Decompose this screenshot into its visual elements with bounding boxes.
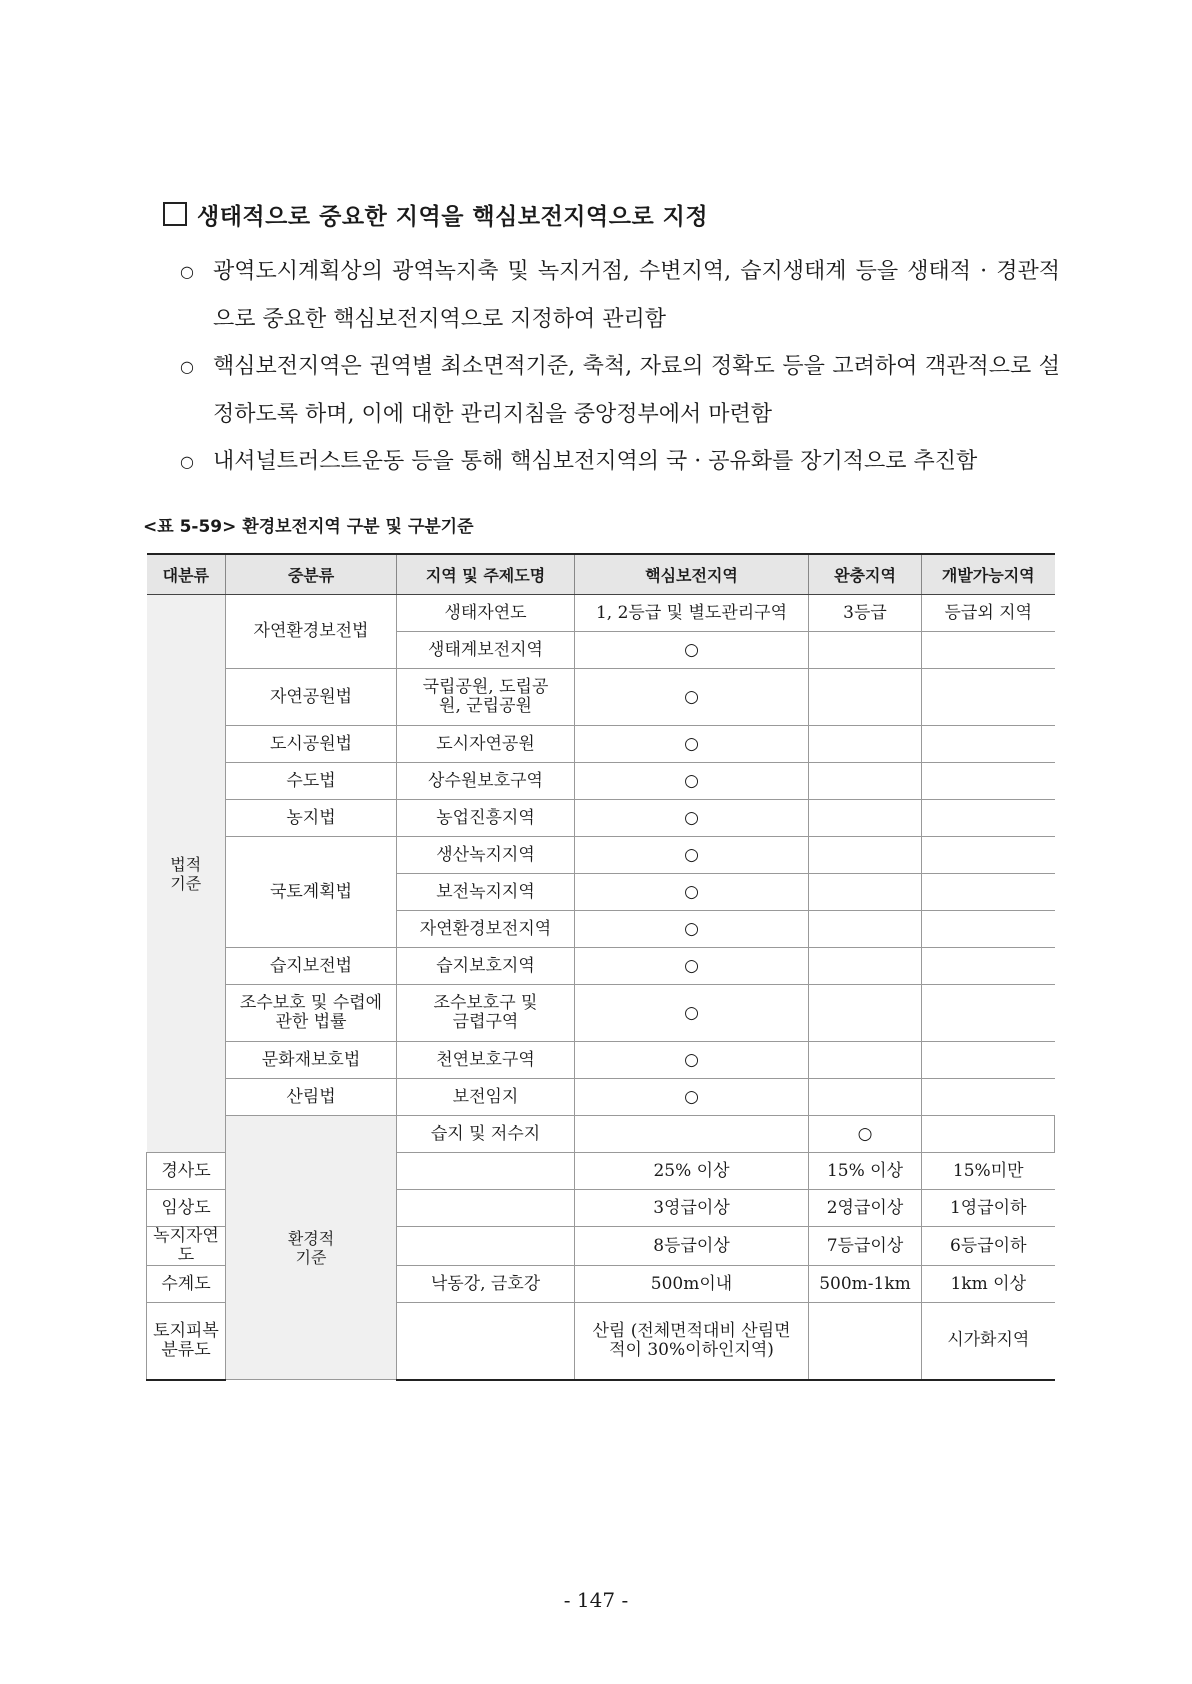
core-cell: ○ (575, 800, 809, 837)
dev-cell (922, 985, 1055, 1042)
mid-cell: 자연환경보전법 (226, 595, 397, 669)
dev-cell: 1영급이하 (922, 1190, 1055, 1227)
core-cell: ○ (575, 911, 809, 948)
core-cell: ○ (575, 948, 809, 985)
mid-cell: 임상도 (147, 1190, 226, 1227)
region-cell (397, 1303, 575, 1380)
core-cell: ○ (575, 669, 809, 726)
region-cell (575, 1116, 809, 1153)
core-cell: ○ (575, 985, 809, 1042)
core-cell: ○ (575, 1079, 809, 1116)
buffer-cell (809, 985, 922, 1042)
circle-bullet-icon: ○ (180, 262, 194, 281)
dev-cell (922, 837, 1055, 874)
mid-cell (226, 985, 397, 1042)
core-cell: ○ (575, 874, 809, 911)
core-cell: ○ (575, 837, 809, 874)
dev-cell: 시가화지역 (922, 1303, 1055, 1380)
region-text: 국립공원, 도립공원, 군립공원 (422, 677, 549, 716)
buffer-cell (809, 632, 922, 669)
category-text: 환경적 기준 (287, 1228, 335, 1267)
mid-cell: 농지법 (226, 800, 397, 837)
table-row (147, 595, 1055, 632)
buffer-cell: 500m-1km (809, 1266, 922, 1303)
core-cell (575, 1303, 809, 1380)
core-cell: 500m이내 (575, 1266, 809, 1303)
core-cell: ○ (575, 1042, 809, 1079)
bullet-text: 광역도시계획상의 광역녹지축 및 녹지거점, 수변지역, 습지생태계 등을 생태적 · 경관적으로 중요한 핵심보전지역으로 지정하여 관리함 (213, 259, 1060, 332)
mid-cell: 녹지자연도 (147, 1227, 226, 1266)
region-cell: 습지보호지역 (397, 948, 575, 985)
buffer-cell (809, 1079, 922, 1116)
buffer-cell (809, 948, 922, 985)
region-cell (397, 1153, 575, 1190)
table-row (147, 726, 1055, 763)
dev-cell: 등급외 지역 (922, 595, 1055, 632)
core-cell: 1, 2등급 및 별도관리구역 (575, 595, 809, 632)
region-cell: 보전임지 (397, 1079, 575, 1116)
core-cell: ○ (809, 1116, 922, 1153)
page-number: - 147 - (563, 1588, 629, 1612)
mid-text: 조수보호 및 수렵에 관한 법률 (239, 993, 383, 1032)
buffer-cell (809, 1303, 922, 1380)
header-cell: 핵심보전지역 (575, 554, 809, 595)
core-cell: 3영급이상 (575, 1190, 809, 1227)
dev-cell (922, 763, 1055, 800)
table-row (147, 1079, 1055, 1116)
bullet-text: 내셔널트러스트운동 등을 통해 핵심보전지역의 국 · 공유화를 장기적으로 추진함 (213, 449, 978, 474)
table-row (147, 985, 1055, 1042)
table-row (147, 948, 1055, 985)
buffer-cell: 3등급 (809, 595, 922, 632)
mid-cell: 습지 및 저수지 (397, 1116, 575, 1153)
mid-cell: 국토계획법 (226, 837, 397, 948)
table-row (147, 1116, 1055, 1153)
circle-bullet-icon: ○ (180, 357, 194, 376)
region-cell: 상수원보호구역 (397, 763, 575, 800)
region-text: 조수보호구 및 금렵구역 (433, 993, 538, 1032)
header-cell: 완충지역 (809, 554, 922, 595)
header-cell: 개발가능지역 (922, 554, 1055, 595)
environment-zone-table (146, 553, 1055, 1381)
dev-cell (922, 911, 1055, 948)
region-cell: 농업진흥지역 (397, 800, 575, 837)
dev-cell (922, 948, 1055, 985)
circle-bullet-icon: ○ (180, 452, 194, 471)
core-cell: ○ (575, 726, 809, 763)
buffer-cell (809, 669, 922, 726)
buffer-cell (809, 837, 922, 874)
core-cell: 25% 이상 (575, 1153, 809, 1190)
buffer-cell: 2영급이상 (809, 1190, 922, 1227)
dev-cell (922, 1042, 1055, 1079)
mid-cell: 수도법 (226, 763, 397, 800)
mid-cell: 도시공원법 (226, 726, 397, 763)
buffer-cell (809, 726, 922, 763)
dev-cell: 6등급이하 (922, 1227, 1055, 1266)
core-cell: 8등급이상 (575, 1227, 809, 1266)
region-cell (397, 1227, 575, 1266)
bullet-item (180, 343, 1060, 439)
bullet-item (180, 438, 1060, 486)
heading-text: 생태적으로 중요한 지역을 핵심보전지역으로 지정 (197, 203, 709, 230)
table-row (147, 1042, 1055, 1079)
mid-cell: 토지피복분류도 (147, 1303, 226, 1380)
dev-cell: 1km 이상 (922, 1266, 1055, 1303)
region-cell (397, 669, 575, 726)
region-cell: 낙동강, 금호강 (397, 1266, 575, 1303)
buffer-cell (809, 800, 922, 837)
table-row (147, 669, 1055, 726)
mid-cell: 수계도 (147, 1266, 226, 1303)
dev-cell (922, 669, 1055, 726)
buffer-cell (809, 1042, 922, 1079)
core-text: 산림 (전체면적대비 산림면적이 30%이하인지역) (592, 1320, 791, 1360)
header-cell: 중분류 (226, 554, 397, 595)
section-heading (163, 198, 708, 231)
region-cell: 생태자연도 (397, 595, 575, 632)
category-text: 법적 기준 (170, 854, 202, 893)
bullet-text: 핵심보전지역은 권역별 최소면적기준, 축척, 자료의 정확도 등을 고려하여 객관적으로 설정하도록 하며, 이에 대한 관리지침을 중앙정부에서 마련함 (213, 354, 1060, 427)
dev-cell: 15%미만 (922, 1153, 1055, 1190)
region-cell: 보전녹지지역 (397, 874, 575, 911)
checkbox-square-icon (163, 202, 187, 226)
region-cell (397, 985, 575, 1042)
dev-cell (922, 1079, 1055, 1116)
buffer-cell (922, 1116, 1055, 1153)
header-cell: 대분류 (147, 554, 226, 595)
table-row (147, 800, 1055, 837)
buffer-cell (809, 763, 922, 800)
table-row (147, 837, 1055, 874)
mid-cell: 산림법 (226, 1079, 397, 1116)
core-cell: ○ (575, 632, 809, 669)
mid-cell: 자연공원법 (226, 669, 397, 726)
buffer-cell (809, 911, 922, 948)
region-cell: 천연보호구역 (397, 1042, 575, 1079)
bullet-item (180, 248, 1060, 344)
dev-cell (922, 874, 1055, 911)
category-cell (226, 1116, 397, 1380)
table-row (147, 763, 1055, 800)
region-cell: 생산녹지지역 (397, 837, 575, 874)
mid-cell: 습지보전법 (226, 948, 397, 985)
buffer-cell: 7등급이상 (809, 1227, 922, 1266)
table-caption: <표 5-59> 환경보전지역 구분 및 구분기준 (143, 517, 474, 537)
region-cell (397, 1190, 575, 1227)
dev-cell (922, 632, 1055, 669)
buffer-cell (809, 874, 922, 911)
region-cell: 생태계보전지역 (397, 632, 575, 669)
region-cell: 도시자연공원 (397, 726, 575, 763)
dev-cell (922, 726, 1055, 763)
header-cell: 지역 및 주제도명 (397, 554, 575, 595)
buffer-cell: 15% 이상 (809, 1153, 922, 1190)
region-cell: 자연환경보전지역 (397, 911, 575, 948)
mid-cell: 문화재보호법 (226, 1042, 397, 1079)
category-cell (147, 595, 226, 1153)
core-cell: ○ (575, 763, 809, 800)
dev-cell (922, 800, 1055, 837)
mid-cell: 경사도 (147, 1153, 226, 1190)
table-header-row (147, 554, 1055, 595)
